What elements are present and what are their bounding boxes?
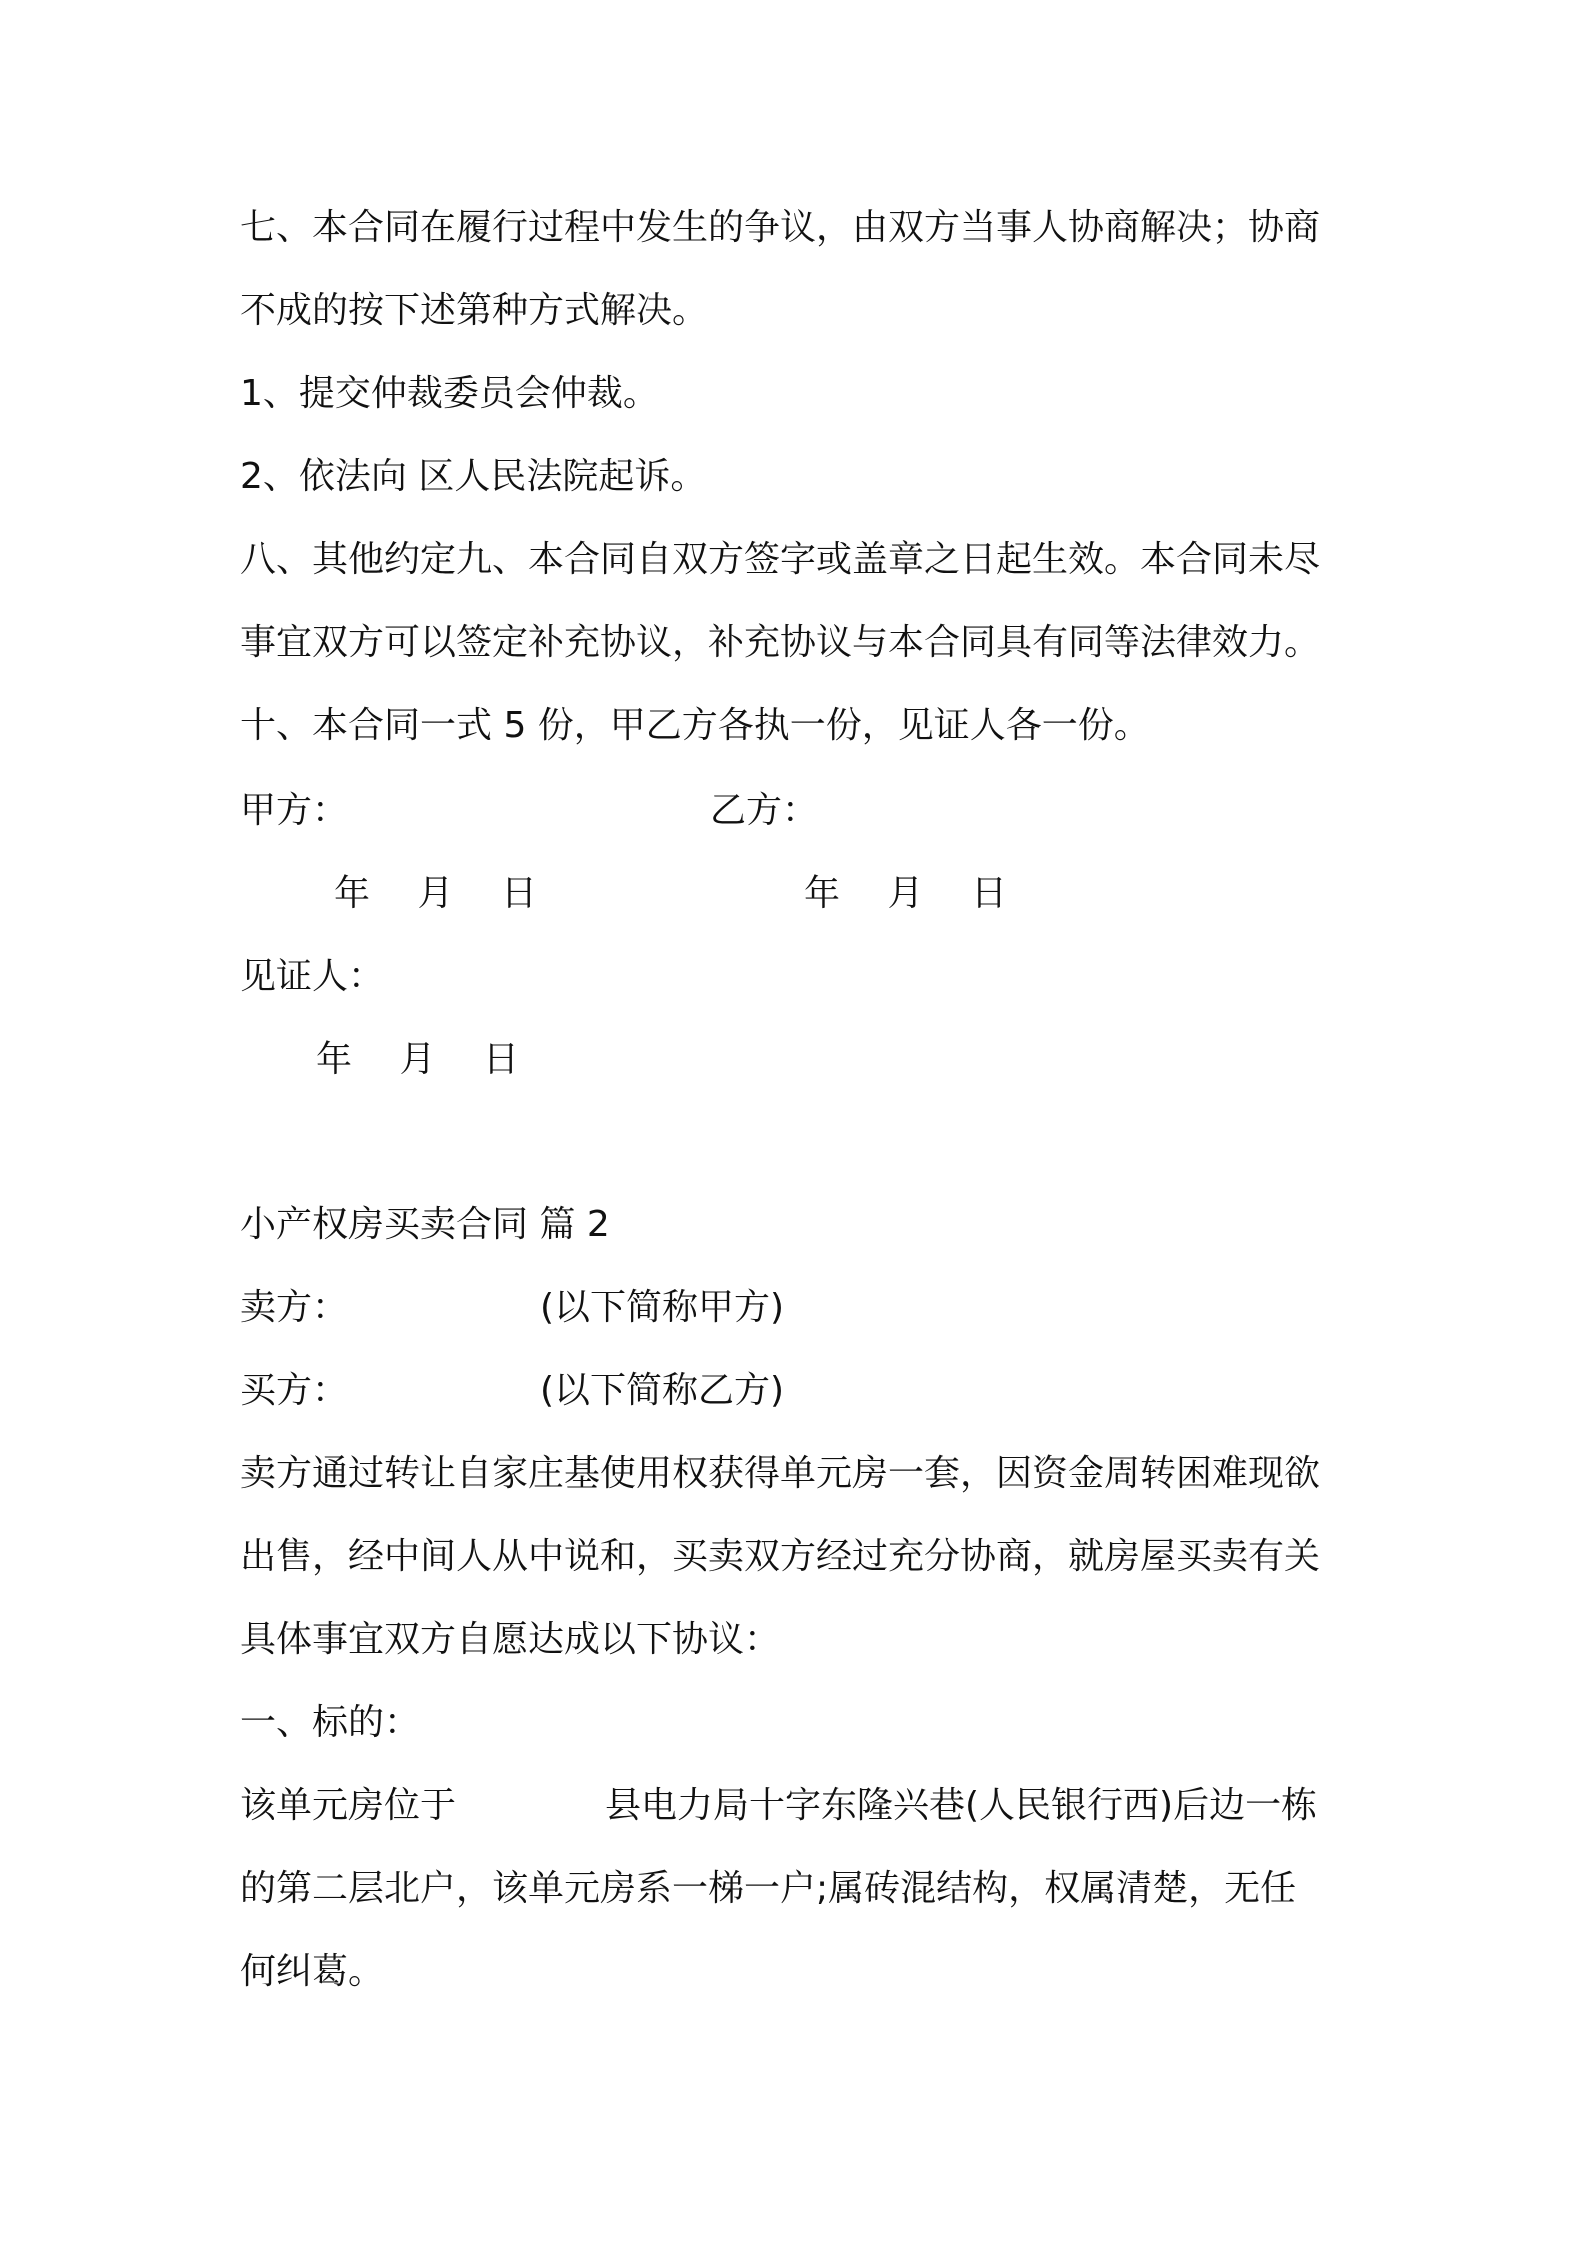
witness-label: 见证人： xyxy=(240,956,385,997)
intro-line-3: 具体事宜双方自愿达成以下协议： xyxy=(240,1619,781,1660)
party-a-date-year: 年 xyxy=(334,873,371,914)
buyer-note: (以下简称乙方) xyxy=(540,1370,785,1411)
intro-line-2: 出售，经中间人从中说和，买卖双方经过充分协商，就房屋买卖有关 xyxy=(240,1536,1321,1577)
dispute-option-2: 2、依法向 区人民法院起诉。 xyxy=(240,456,707,497)
section-1-line-3: 何纠葛。 xyxy=(240,1951,385,1992)
section-10: 十、本合同一式 5 份，甲乙方各执一份，见证人各一份。 xyxy=(240,705,1150,746)
section-7-line-2: 不成的按下述第种方式解决。 xyxy=(240,290,709,331)
party-b-date-year: 年 xyxy=(804,873,841,914)
section-1-line-1a: 该单元房位于 xyxy=(240,1785,457,1826)
party-a-date xyxy=(334,870,537,918)
intro-line-1: 卖方通过转让自家庄基使用权获得单元房一套，因资金周转困难现欲 xyxy=(240,1453,1321,1494)
section-1-line-1b: 县电力局十字东隆兴巷(人民银行西)后边一栋 xyxy=(605,1785,1318,1826)
section-1-line-2: 的第二层北户，该单元房系一梯一户;属砖混结构，权属清楚，无任 xyxy=(240,1868,1297,1909)
witness-date-month: 月 xyxy=(399,1039,436,1080)
party-b-label: 乙方： xyxy=(710,790,819,831)
witness-date xyxy=(316,1036,519,1084)
party-a-date-month: 月 xyxy=(417,873,454,914)
party-b-date-day: 日 xyxy=(970,873,1007,914)
party-b-date xyxy=(804,870,1007,918)
contract-2-title: 小产权房买卖合同 篇 2 xyxy=(240,1204,610,1245)
section-1-title: 一、标的： xyxy=(240,1702,421,1743)
seller-note: (以下简称甲方) xyxy=(540,1287,785,1328)
seller-label: 卖方： xyxy=(240,1287,349,1328)
party-b-date-month: 月 xyxy=(887,873,924,914)
party-a-date-day: 日 xyxy=(500,873,537,914)
section-8-9-line-1: 八、其他约定九、本合同自双方签字或盖章之日起生效。本合同未尽 xyxy=(240,539,1321,580)
section-8-9-line-2: 事宜双方可以签定补充协议，补充协议与本合同具有同等法律效力。 xyxy=(240,622,1321,663)
witness-date-day: 日 xyxy=(482,1039,519,1080)
witness-date-year: 年 xyxy=(316,1039,353,1080)
dispute-option-1: 1、提交仲裁委员会仲裁。 xyxy=(240,373,659,414)
party-a-label: 甲方： xyxy=(240,790,349,831)
section-7-line-1: 七、本合同在履行过程中发生的争议，由双方当事人协商解决；协商 xyxy=(240,207,1321,248)
buyer-label: 买方： xyxy=(240,1370,349,1411)
